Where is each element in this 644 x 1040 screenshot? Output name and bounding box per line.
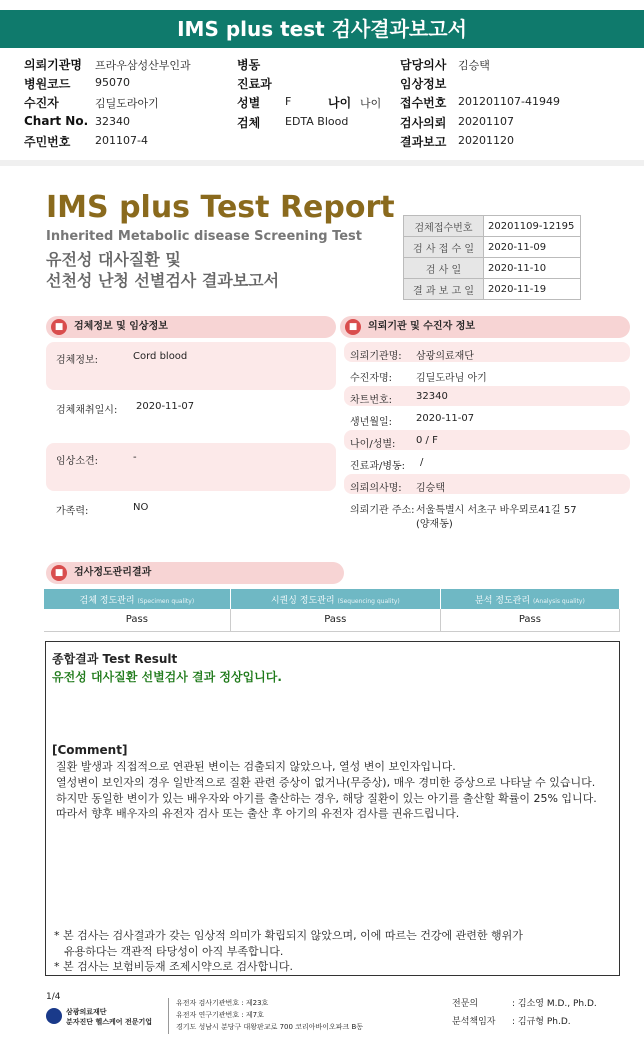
value-resident-no: 201107-4	[95, 134, 148, 147]
receipt-value: 2020-11-09	[484, 237, 581, 258]
patient-row-value: 서울특별시 서초구 바우뫼로41길 57	[416, 505, 577, 516]
qc-value: Pass	[44, 609, 230, 631]
specialist-label: 전문의	[452, 999, 479, 1009]
table-row	[44, 589, 620, 609]
specimen-header-label: 검체정보 및 임상정보	[74, 321, 168, 332]
report-title: IMS plus Test Report	[46, 190, 395, 225]
label-resident-no: 주민번호	[24, 135, 71, 149]
label-requester: 의뢰기관명	[24, 58, 82, 72]
report-banner: IMS plus test 검사결과보고서	[0, 10, 644, 48]
patient-row-label: 의뢰의사명:	[350, 483, 402, 494]
specialist-value: : 김소영 M.D., Ph.D.	[512, 999, 597, 1009]
divider	[0, 160, 644, 166]
patient-row-label: 나이/성별:	[350, 439, 396, 450]
footer-info-3: 경기도 성남시 분당구 대왕판교로 700 코리아바이오파크 B동	[176, 1023, 364, 1031]
table-row	[404, 216, 581, 237]
patient-row-label: 수진자명:	[350, 373, 393, 384]
comment-text: 질환 발생과 직접적으로 연관된 변이는 검출되지 않았으나, 열성 변이 보인자입니다. 열성변이 보인자의 경우 일반적으로 질환 관련 증상이 없거나(무증상), 매우 경미한 증상으로 나타날 수 있습니다. 하지만 동일한 변이가 있는 배우자와 아기를 출산하는 경우, 해당 질환이 있는 아기를 출산할 확률이 25% 입니다. 따라서 향후 배우자의 유전자 검사 또는 출산 후 아기의 유전자 검사를 권유드립니다.	[56, 760, 597, 821]
patient-header-label: 의뢰기관 및 수진자 정보	[368, 321, 476, 332]
patient-row-value: 2020-11-07	[416, 413, 475, 424]
note-2: * 본 검사는 보험비등재 조제시약으로 검사합니다.	[54, 960, 293, 973]
value-hospital-code: 95070	[95, 76, 130, 89]
label-report-date: 결과보고	[400, 135, 447, 149]
patient-row-value: 김딜도라님 아기	[416, 373, 487, 384]
patient-row-label: 차트번호:	[350, 395, 393, 406]
label-request-date: 검사의뢰	[400, 116, 447, 130]
clinical-label: 임상소견:	[56, 456, 99, 467]
footer	[0, 988, 644, 1040]
family-history-label: 가족력:	[56, 506, 89, 517]
patient-row-value: 삼광의료재단	[416, 351, 474, 362]
patient-row-value: 김승택	[416, 483, 445, 494]
value-patient: 김딜도라아기	[95, 97, 159, 110]
korean-title-line1: 유전성 대사질환 및	[46, 250, 181, 269]
comment-label: [Comment]	[52, 743, 128, 757]
test-result-box	[45, 641, 620, 976]
result-summary: 유전성 대사질환 선별검사 결과 정상입니다.	[52, 670, 282, 684]
korean-title-line2: 선천성 난청 선별검사 결과보고서	[46, 271, 280, 290]
clipboard-icon: ■	[51, 565, 67, 581]
label-specimen: 검체	[237, 116, 261, 130]
note-1: * 본 검사는 검사결과가 갖는 임상적 의미가 확립되지 않았으며, 이에 따르는 건강에 관련한 행위가	[54, 929, 523, 942]
receipt-key: 검 사 접 수 일	[404, 237, 484, 258]
label-hospital-code: 병원코드	[24, 77, 71, 91]
patient-row-value: 0 / F	[416, 435, 438, 446]
label-sex: 성별	[237, 96, 261, 110]
receipt-value: 20201109-12195	[484, 216, 581, 237]
label-dept: 진료과	[237, 77, 272, 91]
footer-divider	[168, 998, 169, 1034]
specimen-value: Cord blood	[133, 351, 188, 362]
value-sex: F	[285, 95, 292, 108]
label-age: 나이	[328, 96, 352, 110]
value-doctor: 김승택	[458, 59, 490, 72]
patient-row-label: 의뢰기관명:	[350, 351, 402, 362]
label-ward: 병동	[237, 58, 261, 72]
value-chart: 32340	[95, 115, 130, 128]
specimen-section-header	[46, 316, 336, 338]
request-header	[0, 52, 644, 154]
collection-date-label: 검체채취일시:	[56, 405, 118, 416]
result-heading: 종합결과 Test Result	[52, 652, 178, 666]
label-doctor: 담당의사	[400, 58, 447, 72]
footer-info-1: 유전자 검사기관번호 : 제23호	[176, 999, 269, 1007]
qc-value: Pass	[440, 609, 619, 631]
value-request-date: 20201107	[458, 115, 514, 128]
receipt-key: 검체접수번호	[404, 216, 484, 237]
report-subtitle: Inherited Metabolic disease Screening Test	[46, 229, 363, 244]
qc-section-header	[46, 562, 344, 584]
value-specimen: EDTA Blood	[285, 115, 349, 128]
qc-col-en: (Specimen quality)	[137, 597, 195, 605]
qc-header-label: 검사정도관리결과	[74, 567, 152, 578]
table-row	[404, 258, 581, 279]
label-clinical-info: 임상정보	[400, 77, 447, 91]
qc-col-ko: 검체 정도관리	[79, 595, 135, 606]
note-1b: 유용하다는 객관적 타당성이 아직 부족합니다.	[64, 944, 284, 958]
qc-col-header	[440, 589, 619, 609]
value-report-date: 20201120	[458, 134, 514, 147]
receipt-table	[403, 215, 581, 300]
specimen-box	[46, 342, 336, 390]
qc-col-ko: 시퀀싱 정도관리	[270, 595, 335, 606]
report-korean-title	[46, 249, 279, 291]
value-age: 나이	[360, 97, 382, 110]
patient-row-label: 의뢰기관 주소:	[350, 505, 415, 516]
label-patient: 수진자	[24, 96, 59, 110]
qc-value: Pass	[230, 609, 440, 631]
value-accession: 201201107-41949	[458, 95, 560, 108]
clinical-box	[46, 443, 336, 491]
receipt-value: 2020-11-19	[484, 279, 581, 300]
patient-row-label: 생년월일:	[350, 417, 393, 428]
footer-info-2: 유전자 연구기관번호 : 제7호	[176, 1011, 264, 1019]
qc-col-ko: 분석 정도관리	[475, 595, 531, 606]
hospital-icon: ■	[345, 319, 361, 335]
receipt-key: 검 사 일	[404, 258, 484, 279]
logo-tagline: 분자진단 헬스케어 전문기업	[66, 1018, 153, 1026]
qc-col-en: (Analysis quality)	[532, 597, 585, 605]
table-row	[404, 237, 581, 258]
qc-col-header	[230, 589, 440, 609]
analyst-label: 분석책임자	[452, 1017, 496, 1027]
specimen-label: 검체정보:	[56, 355, 99, 366]
value-requester: 프라우삼성산부인과	[95, 59, 191, 72]
qc-table	[44, 589, 620, 632]
table-row	[404, 279, 581, 300]
analyst-value: : 김규형 Ph.D.	[512, 1017, 571, 1027]
receipt-value: 2020-11-10	[484, 258, 581, 279]
table-row	[44, 609, 620, 631]
collection-date-value: 2020-11-07	[136, 401, 195, 412]
patient-section-header	[340, 316, 630, 338]
logo-icon	[46, 1008, 62, 1024]
clinical-value: -	[133, 452, 137, 463]
label-chart: Chart No.	[24, 114, 89, 128]
qc-col-en: (Sequencing quality)	[337, 597, 400, 605]
receipt-key: 결 과 보 고 일	[404, 279, 484, 300]
logo-name: 삼광의료재단	[66, 1008, 107, 1016]
patient-row-value: 32340	[416, 391, 448, 402]
page-number: 1/4	[46, 992, 61, 1002]
qc-col-header	[44, 589, 230, 609]
label-accession: 접수번호	[400, 96, 447, 110]
patient-row-value-2: (양재동)	[416, 519, 453, 530]
family-history-value: NO	[133, 502, 149, 513]
result-notes	[54, 928, 614, 975]
lock-icon: ■	[51, 319, 67, 335]
patient-row-value: /	[420, 457, 424, 468]
patient-row-label: 진료과/병동:	[350, 461, 406, 472]
